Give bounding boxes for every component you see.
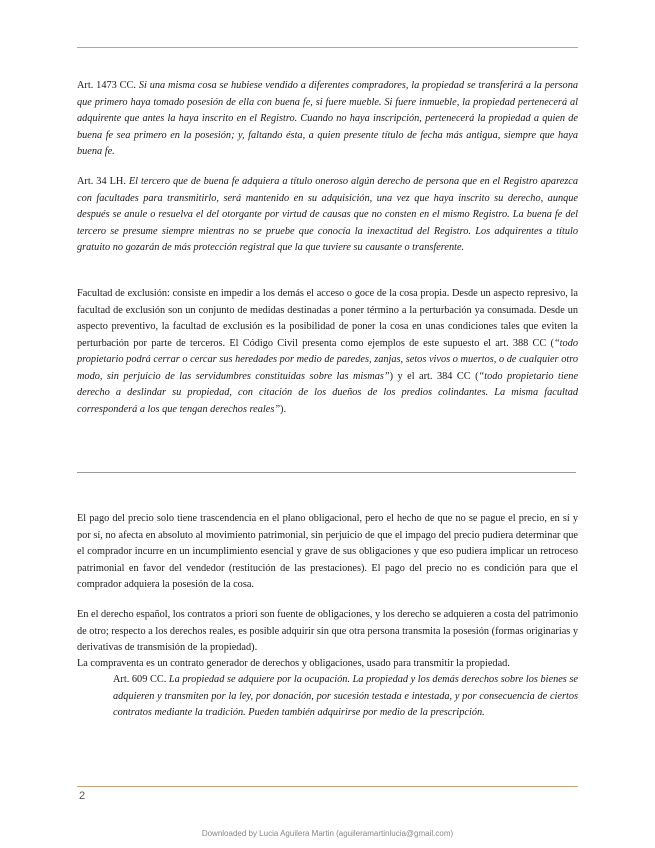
quote-art-388: “todo propietario podrá cerrar o cercar sus heredades por medio de paredes, zanjas, setos vivos o muertos, o de cualquier otro modo, sin perjuicio de las servidumbres constituidas sobre las mismas” (77, 337, 578, 382)
page-number: 2 (79, 790, 86, 802)
facultad-exclusion-paragraph (77, 286, 578, 418)
compraventa-paragraph: La compraventa es un contrato generador de derechos y obligaciones, usado para transmitir la propiedad. (77, 658, 510, 669)
article-ref: Art. 34 LH. (77, 176, 126, 187)
download-footer: Downloaded by Lucia Aguilera Martin (aguileramartinlucia@gmail.com) (201, 829, 454, 838)
derecho-espanol-paragraph: En el derecho español, los contratos a priori son fuente de obligaciones, y los derecho se adquieren a costa del patrimonio de otro; respecto a los derechos reales, es posible adquirir sin que otra persona transmita la posesión (formas originarias y derivativas de transmisión de la propiedad). (77, 609, 578, 653)
pago-precio-paragraph: El pago del precio solo tiene trascendencia en el plano obligacional, pero el hecho de que no se pague el precio, en sí y por sí, no afecta en absoluto al movimiento patrimonial, sin perjuicio de que el impago del precio pudiera determinar que el comprador incurre en un incumplimiento esencial y grave de sus obligaciones y que eso pudiera implicar un retroceso patrimonial en favor del vendedor (restitución de las prestaciones). El pago del precio no es condición para que el comprador adquiera la posesión de la cosa. (77, 513, 578, 590)
paragraph-text: ) y el art. 384 CC ( (389, 370, 479, 382)
paragraph-text: Facultad de exclusión: consiste en impedir a los demás el acceso o goce de la cosa propia. Desde un aspecto represivo, la facultad de exclusión son un conjunto de medidas destinadas a poner término a la perturbación ya consumada. Desde un aspecto preventivo, la facultad de exclusión es la posibilidad de poner la cosa en unas condiciones tales que eviten la perturbación por parte de terceros. El Código Civil presenta como ejemplos de este supuesto el art. 388 CC ( (77, 288, 578, 349)
article-ref: Art. 1473 CC. (77, 80, 136, 91)
quote-art-384: “todo propietario tiene derecho a deslindar su propiedad, con citación de los dueños de los predios colindantes. La misma facultad corresponderá a los que tengan derechos reales” (77, 370, 579, 415)
article-609-cc (113, 672, 578, 722)
header-rule (77, 47, 578, 48)
section-divider (77, 472, 576, 473)
article-text: Si una misma cosa se hubiese vendido a diferentes compradores, la propiedad se transferirá a la persona que primero haya tomado posesión de ella con buena fe, si fuere mueble. Si fuere inmueble, la propiedad pertenecerá al adquirente que antes la haya inscrito en el Registro. Cuando no haya inscripción, pertenecerá la propiedad a quien de buena fe sea primero en la posesión; y, faltando ésta, a quien presente título de fecha más antigua, siempre que haya buena fe. (77, 80, 578, 157)
article-1473-cc (77, 78, 578, 161)
article-text: La propiedad se adquiere por la ocupación. La propiedad y los demás derechos sobre los bienes se adquieren y transmiten por la ley, por donación, por sucesión testada e intestada, y por consecuencia de ciertos contratos mediante la tradición. Pueden también adquirirse por medio de la prescripción. (113, 674, 578, 718)
paragraph-text: ). (280, 403, 287, 415)
article-text: El tercero que de buena fe adquiera a título oneroso algún derecho de persona que en el Registro aparezca con facultades para transmitirlo, será mantenido en su adquisición, una vez que haya inscrito su derecho, aunque después se anule o resuelva el del otorgante por virtud de causas que no consten en el mismo Registro. La buena fe del tercero se presume siempre mientras no se pruebe que conocía la inexactitud del Registro. Los adquirentes a título gratuito no gozarán de más protección registral que la que tuviere su causante o transferente. (77, 176, 578, 253)
footer-rule (77, 786, 578, 787)
article-ref: Art. 609 CC. (113, 674, 167, 685)
article-34-lh (77, 174, 578, 257)
